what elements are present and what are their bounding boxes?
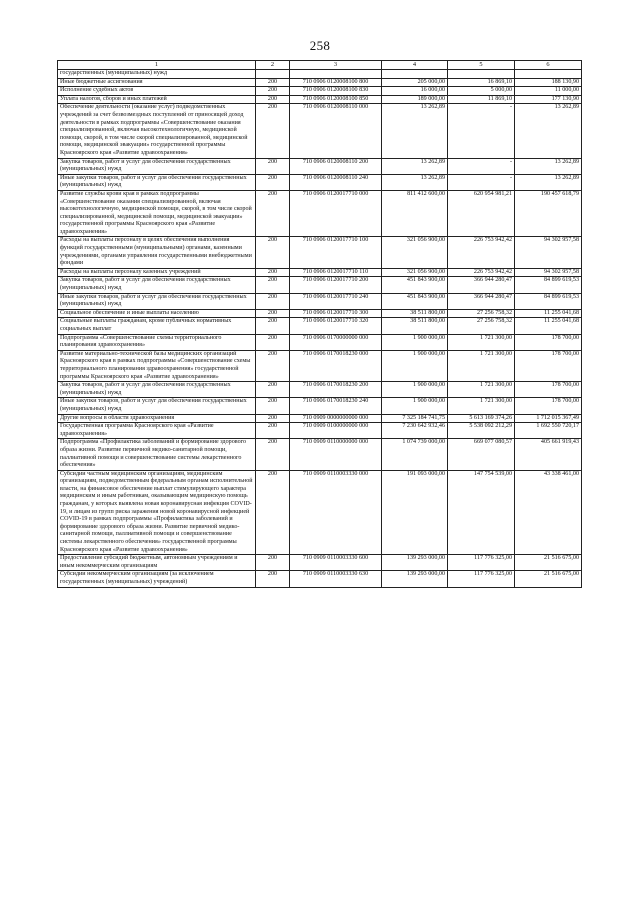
table-row	[58, 104, 582, 158]
row-unexecuted-amount: 21 516 675,00	[515, 571, 582, 587]
row-description: Подпрограмма «Профилактика заболеваний и формирование здорового образа жизни. Развитие первичной медико-санитарной помощи, паллиативной помощи и совершенствование системы лекарственного обеспечения»	[58, 439, 256, 470]
table-row	[58, 470, 582, 555]
row-executed-amount: 669 077 080,57	[448, 439, 515, 470]
row-approved-amount: 139 293 000,00	[382, 555, 448, 571]
row-code: 200	[256, 293, 290, 309]
row-approved-amount: 139 293 000,00	[382, 571, 448, 587]
row-description: Обеспечение деятельности (оказание услуг) подведомственных учреждений за счет безвозмездных поступлений от приносящей доход деятельности в рамках подпрограммы «Совершенствование оказания специализированной, включая высокотехнологичную, медицинской помощи, скорой, в том числе скорой специализированной, медицинской помощи, медицинской эвакуации» государственной программы Красноярского края «Развитие здравоохранения»	[58, 104, 256, 158]
column-number-cell: 5	[448, 61, 515, 70]
row-code: 200	[256, 382, 290, 398]
row-classification-code	[290, 70, 382, 79]
row-unexecuted-amount: 178 700,00	[515, 350, 582, 381]
budget-execution-table	[57, 60, 582, 588]
table-row	[58, 334, 582, 350]
row-classification-code: 710 0906 0120008110 240	[290, 174, 382, 190]
table-row	[58, 398, 582, 414]
row-executed-amount: 147 754 539,00	[448, 470, 515, 555]
table-row	[58, 78, 582, 87]
row-executed-amount: 5 613 169 374,26	[448, 414, 515, 423]
row-classification-code: 710 0906 0120017710 000	[290, 190, 382, 237]
table-row	[58, 439, 582, 470]
row-code: 200	[256, 190, 290, 237]
row-description: Развитие материально-технической базы медицинских организаций Красноярского края в рамках подпрограммы «Совершенствование схемы территориального планирования здравоохранения» государственной программы Красноярского края «Развитие здравоохранения»	[58, 350, 256, 381]
row-executed-amount: 226 753 942,42	[448, 268, 515, 277]
row-classification-code: 710 0906 0170018230 240	[290, 398, 382, 414]
row-unexecuted-amount: 94 302 957,58	[515, 237, 582, 268]
column-number-cell: 4	[382, 61, 448, 70]
row-approved-amount: 321 056 900,00	[382, 268, 448, 277]
row-description: Иные закупки товаров, работ и услуг для обеспечения государственных (муниципальных) нужд	[58, 398, 256, 414]
row-executed-amount: 5 538 092 212,29	[448, 423, 515, 439]
row-classification-code: 710 0906 0120008110 200	[290, 158, 382, 174]
row-classification-code: 710 0906 0120017710 300	[290, 309, 382, 318]
row-approved-amount: 191 093 000,00	[382, 470, 448, 555]
row-description: Другие вопросы в области здравоохранения	[58, 414, 256, 423]
row-description: Субсидии частным медицинским организациям, медицинским организациям, подведомственным федеральным органам исполнительной власти, на финансовое обеспечение выплат стимулирующего характера медицинским и иным работникам, оказывающим медицинскую помощь гражданам, у которых выявлена новая коронавирусная инфекция COVID-19, и лицам из групп риска заражения новой коронавирусной инфекцией COVID-19 в рамках подпрограммы «Профилактика заболеваний и формирование здорового образа жизни. Развитие первичной медико-санитарной помощи, паллиативной помощи и совершенствование системы лекарственного обеспечения» государственной программы Красноярского края «Развитие здравоохранения»	[58, 470, 256, 555]
row-executed-amount: 226 753 942,42	[448, 237, 515, 268]
row-approved-amount: 451 843 900,00	[382, 293, 448, 309]
row-classification-code: 710 0906 0120017710 320	[290, 318, 382, 334]
row-classification-code: 710 0906 0120008100 800	[290, 78, 382, 87]
row-unexecuted-amount: 13 262,89	[515, 174, 582, 190]
row-executed-amount: 27 256 758,32	[448, 309, 515, 318]
table-row	[58, 414, 582, 423]
row-unexecuted-amount: 84 899 619,53	[515, 277, 582, 293]
row-unexecuted-amount: 178 700,00	[515, 398, 582, 414]
row-unexecuted-amount: 405 661 919,43	[515, 439, 582, 470]
row-description: Закупка товаров, работ и услуг для обеспечения государственных (муниципальных) нужд	[58, 277, 256, 293]
row-classification-code: 710 0906 0120008110 000	[290, 104, 382, 158]
row-code: 200	[256, 268, 290, 277]
row-executed-amount	[448, 70, 515, 79]
row-code: 200	[256, 350, 290, 381]
row-code: 200	[256, 237, 290, 268]
row-code: 200	[256, 95, 290, 104]
row-code: 200	[256, 277, 290, 293]
row-approved-amount: 13 262,89	[382, 158, 448, 174]
row-unexecuted-amount: 11 255 041,68	[515, 309, 582, 318]
row-description: Предоставление субсидий бюджетным, автономным учреждениям и иным некоммерческим организациям	[58, 555, 256, 571]
row-unexecuted-amount	[515, 70, 582, 79]
row-classification-code: 710 0909 0100000000 000	[290, 423, 382, 439]
row-classification-code: 710 0906 0120017710 100	[290, 237, 382, 268]
row-description: Иные закупки товаров, работ и услуг для обеспечения государственных (муниципальных) нужд	[58, 174, 256, 190]
row-executed-amount: 11 869,10	[448, 95, 515, 104]
row-executed-amount: 366 944 280,47	[448, 277, 515, 293]
table-row	[58, 237, 582, 268]
row-approved-amount: 1 900 000,00	[382, 350, 448, 381]
row-approved-amount: 321 056 900,00	[382, 237, 448, 268]
row-description: Расходы на выплаты персоналу казенных учреждений	[58, 268, 256, 277]
row-description: Иные бюджетные ассигнования	[58, 78, 256, 87]
row-code: 200	[256, 309, 290, 318]
row-unexecuted-amount: 1 712 015 367,49	[515, 414, 582, 423]
row-approved-amount: 38 511 800,00	[382, 309, 448, 318]
row-classification-code: 710 0909 0110003330 600	[290, 555, 382, 571]
row-unexecuted-amount: 177 130,90	[515, 95, 582, 104]
row-executed-amount: 117 776 325,00	[448, 571, 515, 587]
row-approved-amount: 811 412 600,00	[382, 190, 448, 237]
row-unexecuted-amount: 188 130,90	[515, 78, 582, 87]
row-code: 200	[256, 398, 290, 414]
row-code: 200	[256, 439, 290, 470]
row-executed-amount: 1 721 300,00	[448, 350, 515, 381]
row-approved-amount: 451 843 900,00	[382, 277, 448, 293]
row-description: Исполнение судебных актов	[58, 87, 256, 96]
row-classification-code: 710 0909 0110000000 000	[290, 439, 382, 470]
row-classification-code: 710 0906 0120008100 850	[290, 95, 382, 104]
row-description: Субсидии некоммерческим организациям (за исключением государственных (муниципальных) учреждений)	[58, 571, 256, 587]
row-unexecuted-amount: 178 700,00	[515, 382, 582, 398]
row-approved-amount: 13 262,89	[382, 174, 448, 190]
row-unexecuted-amount: 11 255 041,68	[515, 318, 582, 334]
table-row	[58, 158, 582, 174]
row-unexecuted-amount: 11 000,00	[515, 87, 582, 96]
row-code: 200	[256, 104, 290, 158]
row-unexecuted-amount: 94 302 957,58	[515, 268, 582, 277]
row-classification-code: 710 0906 0120017710 240	[290, 293, 382, 309]
row-executed-amount: 366 944 280,47	[448, 293, 515, 309]
row-executed-amount: -	[448, 158, 515, 174]
row-unexecuted-amount: 190 457 618,79	[515, 190, 582, 237]
row-description: Социальное обеспечение и иные выплаты населению	[58, 309, 256, 318]
row-executed-amount: 117 776 325,00	[448, 555, 515, 571]
row-executed-amount: 16 869,10	[448, 78, 515, 87]
row-approved-amount: 7 325 184 741,75	[382, 414, 448, 423]
row-executed-amount: -	[448, 174, 515, 190]
row-unexecuted-amount: 43 338 461,00	[515, 470, 582, 555]
row-code	[256, 70, 290, 79]
row-description: Расходы на выплаты персоналу в целях обеспечения выполнения функций государственными (муниципальными) органами, казенными учреждениями, органами управления государственными внебюджетными фондами	[58, 237, 256, 268]
row-executed-amount: -	[448, 104, 515, 158]
row-description: Уплата налогов, сборов и иных платежей	[58, 95, 256, 104]
row-description: государственных (муниципальных) нужд	[58, 70, 256, 79]
table-row	[58, 382, 582, 398]
row-code: 200	[256, 423, 290, 439]
column-number-row	[58, 61, 582, 70]
column-number-cell: 3	[290, 61, 382, 70]
row-description: Закупка товаров, работ и услуг для обеспечения государственных (муниципальных) нужд	[58, 158, 256, 174]
row-executed-amount: 27 256 758,32	[448, 318, 515, 334]
row-code: 200	[256, 571, 290, 587]
row-code: 200	[256, 414, 290, 423]
table-row	[58, 318, 582, 334]
row-unexecuted-amount: 84 899 619,53	[515, 293, 582, 309]
row-classification-code: 710 0906 0170000000 000	[290, 334, 382, 350]
table-row	[58, 571, 582, 587]
row-approved-amount: 13 262,89	[382, 104, 448, 158]
row-description: Подпрограмма «Совершенствование схемы территориального планирования здравоохранения»	[58, 334, 256, 350]
row-classification-code: 710 0906 0170018230 200	[290, 382, 382, 398]
row-executed-amount: 1 721 300,00	[448, 398, 515, 414]
row-description: Социальные выплаты гражданам, кроме публичных нормативных социальных выплат	[58, 318, 256, 334]
table-row	[58, 87, 582, 96]
table-row	[58, 423, 582, 439]
table-row	[58, 309, 582, 318]
row-approved-amount: 1 900 000,00	[382, 334, 448, 350]
row-approved-amount: 189 000,00	[382, 95, 448, 104]
table-row	[58, 268, 582, 277]
row-code: 200	[256, 78, 290, 87]
row-classification-code: 710 0909 0110003330 630	[290, 571, 382, 587]
row-approved-amount: 1 900 000,00	[382, 398, 448, 414]
row-classification-code: 710 0906 0170018230 000	[290, 350, 382, 381]
row-executed-amount: 620 954 981,21	[448, 190, 515, 237]
row-unexecuted-amount: 13 262,89	[515, 158, 582, 174]
column-number-cell: 2	[256, 61, 290, 70]
row-unexecuted-amount: 178 700,00	[515, 334, 582, 350]
row-approved-amount: 16 000,00	[382, 87, 448, 96]
row-classification-code: 710 0909 0000000000 000	[290, 414, 382, 423]
row-classification-code: 710 0906 0120017710 110	[290, 268, 382, 277]
row-code: 200	[256, 555, 290, 571]
column-number-cell: 1	[58, 61, 256, 70]
row-approved-amount: 205 000,00	[382, 78, 448, 87]
row-description: Закупка товаров, работ и услуг для обеспечения государственных (муниципальных) нужд	[58, 382, 256, 398]
row-classification-code: 710 0906 0120008100 830	[290, 87, 382, 96]
row-executed-amount: 1 721 300,00	[448, 382, 515, 398]
row-executed-amount: 1 721 300,00	[448, 334, 515, 350]
row-code: 200	[256, 318, 290, 334]
row-unexecuted-amount: 21 516 675,00	[515, 555, 582, 571]
table-row	[58, 190, 582, 237]
row-approved-amount	[382, 70, 448, 79]
row-code: 200	[256, 334, 290, 350]
row-unexecuted-amount: 13 262,89	[515, 104, 582, 158]
row-description: Государственная программа Красноярского края «Развитие здравоохранения»	[58, 423, 256, 439]
row-description: Развитие службы крови края в рамках подпрограммы «Совершенствование оказания специализированной, включая высокотехнологичную, медицинской помощи, скорой, в том числе скорой специализированной, медицинской помощи, медицинской эвакуации» государственной программы Красноярского края «Развитие здравоохранения»	[58, 190, 256, 237]
table-row	[58, 174, 582, 190]
row-code: 200	[256, 87, 290, 96]
row-classification-code: 710 0909 0110003330 000	[290, 470, 382, 555]
table-row	[58, 350, 582, 381]
row-executed-amount: 5 000,00	[448, 87, 515, 96]
row-approved-amount: 1 074 739 000,00	[382, 439, 448, 470]
row-unexecuted-amount: 1 692 550 720,17	[515, 423, 582, 439]
row-approved-amount: 38 511 800,00	[382, 318, 448, 334]
row-code: 200	[256, 470, 290, 555]
table-row	[58, 70, 582, 79]
row-description: Иные закупки товаров, работ и услуг для обеспечения государственных (муниципальных) нужд	[58, 293, 256, 309]
column-number-cell: 6	[515, 61, 582, 70]
row-classification-code: 710 0906 0120017710 200	[290, 277, 382, 293]
table-row	[58, 293, 582, 309]
row-approved-amount: 1 900 000,00	[382, 382, 448, 398]
table-row	[58, 95, 582, 104]
row-approved-amount: 7 230 642 932,46	[382, 423, 448, 439]
table-row	[58, 277, 582, 293]
row-code: 200	[256, 158, 290, 174]
row-code: 200	[256, 174, 290, 190]
page-number: 258	[309, 38, 331, 53]
table-row	[58, 555, 582, 571]
